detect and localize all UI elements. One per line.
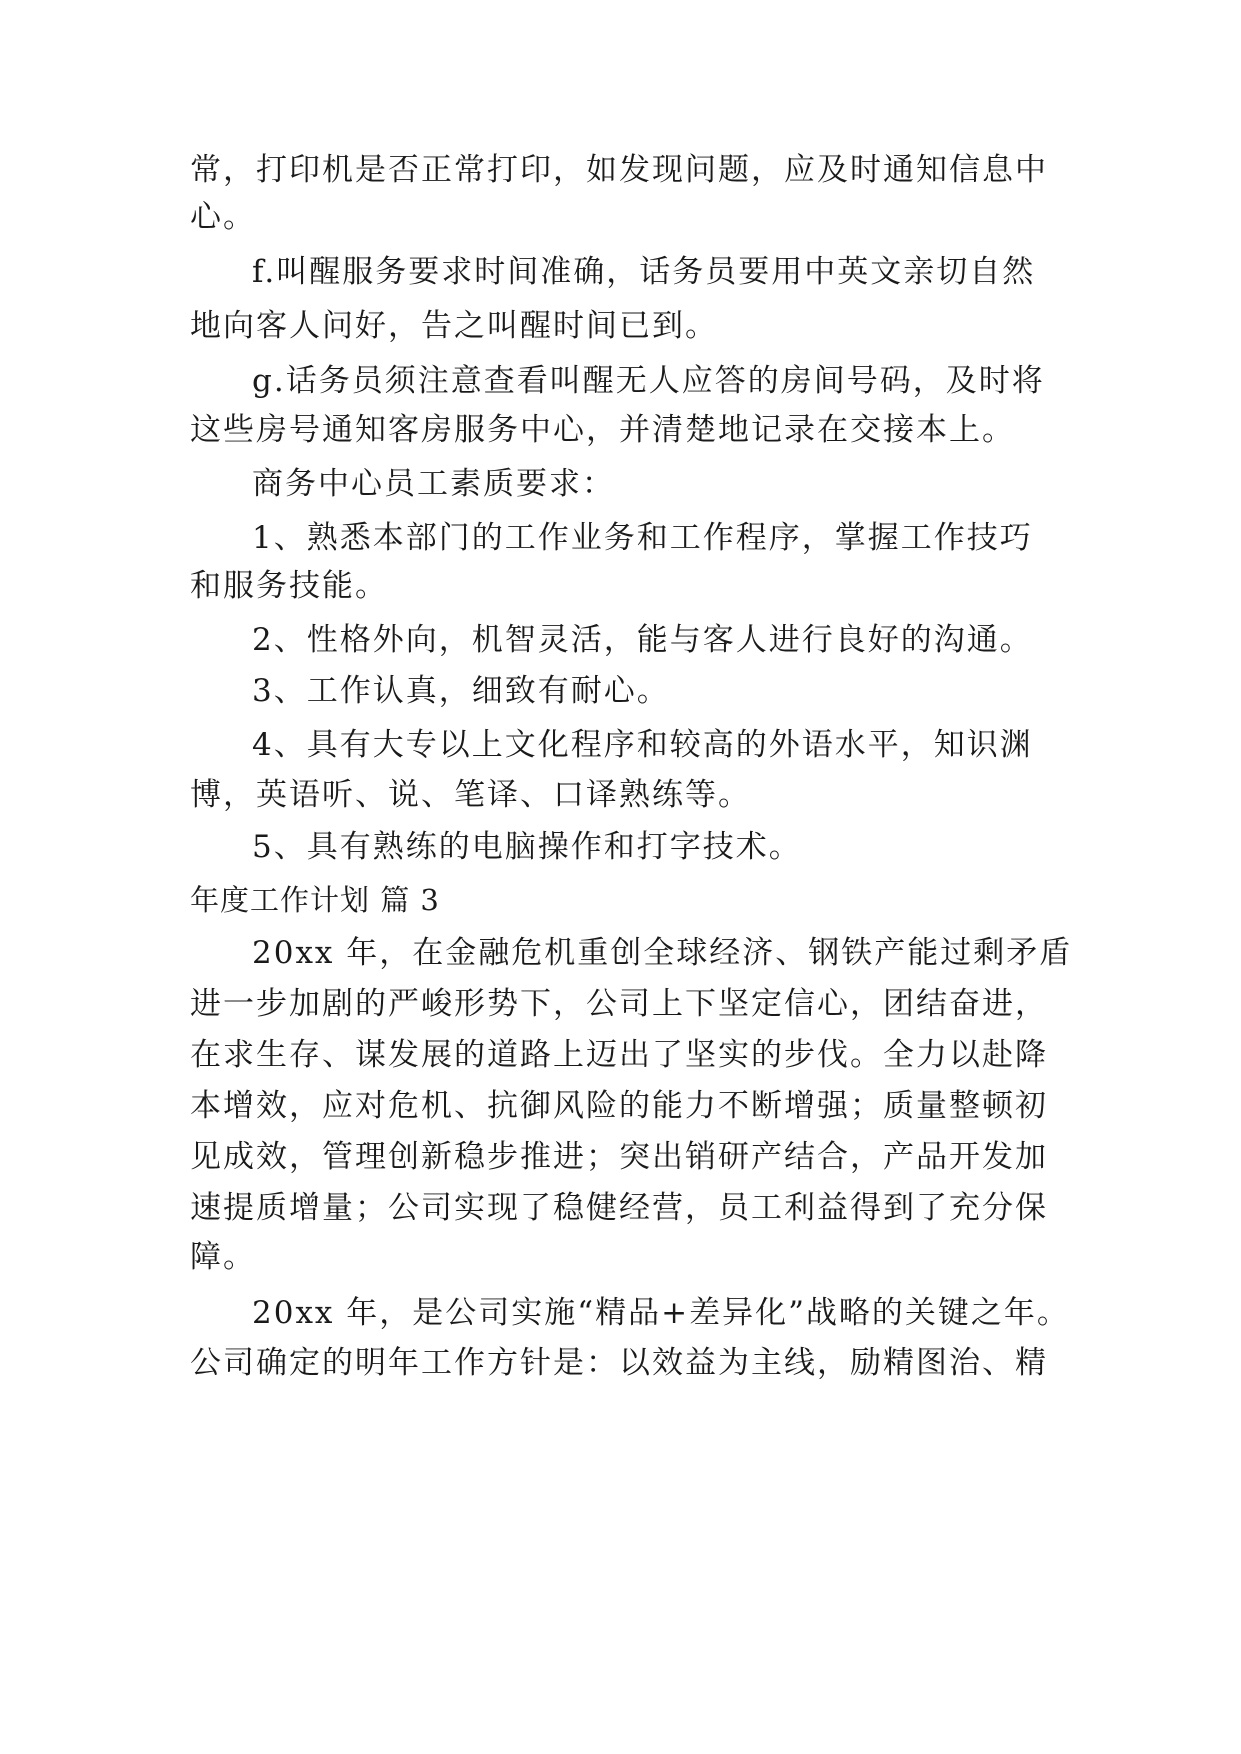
text-line: 20xx 年，是公司实施“精品+差异化”战略的关键之年。: [252, 1295, 1070, 1331]
list-item: 4、具有大专以上文化程序和较高的外语水平，知识渊: [252, 727, 1033, 763]
section-heading: 年度工作计划 篇 3: [190, 883, 440, 917]
text-line: g.话务员须注意查看叫醒无人应答的房间号码，及时将: [252, 363, 1045, 399]
text-line: 心。: [190, 199, 256, 235]
list-item: 5、具有熟练的电脑操作和打字技术。: [252, 829, 802, 865]
list-item: 1、熟悉本部门的工作业务和工作程序，掌握工作技巧: [252, 520, 1033, 556]
list-item: 2、性格外向，机智灵活，能与客人进行良好的沟通。: [252, 622, 1033, 658]
text-line: 和服务技能。: [190, 568, 388, 604]
text-line: 博，英语听、说、笔译、口译熟练等。: [190, 777, 751, 813]
section-subtitle: 商务中心员工素质要求：: [252, 466, 615, 502]
text-line: 这些房号通知客房服务中心，并清楚地记录在交接本上。: [190, 412, 1015, 448]
text-line: 见成效，管理创新稳步推进；突出销研产结合，产品开发加: [190, 1139, 1048, 1175]
text-line: 速提质增量；公司实现了稳健经营，员工利益得到了充分保: [190, 1190, 1048, 1226]
text-line: 公司确定的明年工作方针是：以效益为主线，励精图治、精: [190, 1345, 1048, 1381]
list-item: 3、工作认真，细致有耐心。: [252, 673, 670, 709]
text-line: f.叫醒服务要求时间准确，话务员要用中英文亲切自然: [252, 254, 1036, 290]
text-line: 地向客人问好，告之叫醒时间已到。: [190, 308, 718, 344]
text-line: 障。: [190, 1239, 256, 1275]
text-line: 在求生存、谋发展的道路上迈出了坚实的步伐。全力以赴降: [190, 1037, 1048, 1073]
text-line: 20xx 年，在金融危机重创全球经济、钢铁产能过剩矛盾: [252, 935, 1073, 971]
text-line: 本增效，应对危机、抗御风险的能力不断增强；质量整顿初: [190, 1088, 1048, 1124]
text-line: 进一步加剧的严峻形势下，公司上下坚定信心，团结奋进，: [190, 986, 1048, 1022]
text-line: 常，打印机是否正常打印，如发现问题，应及时通知信息中: [190, 152, 1048, 188]
